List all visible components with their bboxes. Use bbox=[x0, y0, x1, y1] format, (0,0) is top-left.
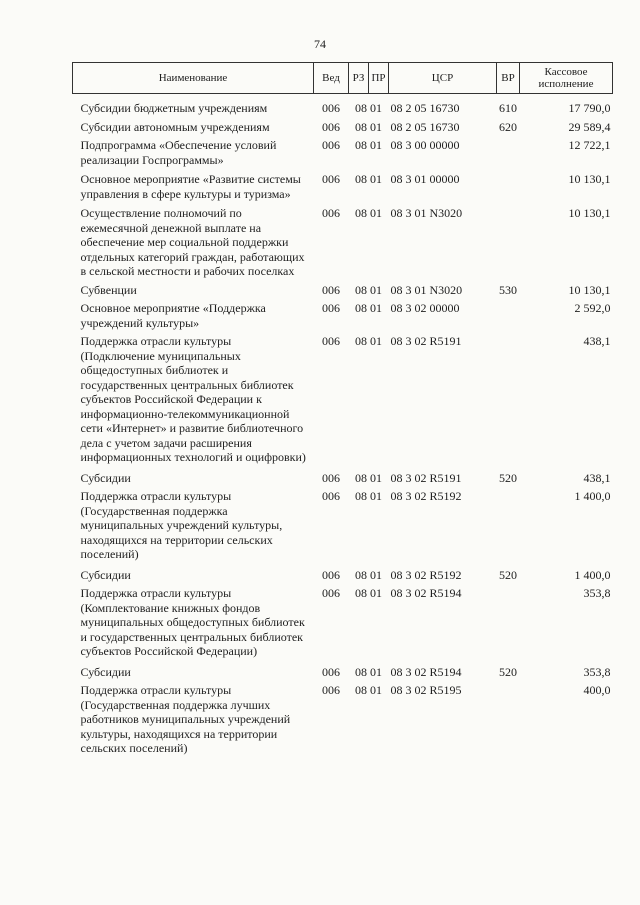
row-amount: 17 790,0 bbox=[568, 101, 611, 115]
page-number: 74 bbox=[314, 37, 326, 51]
row-rz-pr: 08 01 bbox=[355, 586, 382, 600]
row-name: Субвенции bbox=[80, 282, 137, 297]
row-csr: 08 2 05 16730 bbox=[390, 101, 460, 115]
row-ved: 006 bbox=[322, 586, 340, 600]
table-row bbox=[73, 134, 613, 167]
row-csr: 08 3 02 R5194 bbox=[390, 664, 462, 679]
table-row bbox=[73, 679, 613, 756]
row-csr: 08 3 02 R5192 bbox=[390, 567, 462, 582]
row-vr: 520 bbox=[499, 664, 517, 679]
row-ved: 006 bbox=[322, 470, 340, 485]
row-vr bbox=[497, 167, 520, 201]
row-vr: 610 bbox=[499, 101, 517, 115]
row-rz-pr: 08 01 bbox=[355, 470, 382, 485]
table-row bbox=[73, 465, 613, 486]
row-amount: 2 592,0 bbox=[574, 301, 611, 315]
table-row bbox=[73, 582, 613, 659]
row-amount: 10 130,1 bbox=[568, 172, 611, 186]
table-row bbox=[73, 279, 613, 298]
row-csr: 08 3 02 R5195 bbox=[390, 683, 462, 697]
header-rz: РЗ bbox=[349, 63, 369, 94]
row-csr: 08 3 01 N3020 bbox=[390, 282, 463, 297]
row-ved: 006 bbox=[322, 282, 340, 297]
table-row bbox=[73, 659, 613, 680]
header-pr: ПР bbox=[369, 63, 389, 94]
row-vr bbox=[497, 679, 520, 756]
row-amount: 1 400,0 bbox=[574, 489, 611, 503]
table-row bbox=[73, 562, 613, 583]
row-vr bbox=[497, 201, 520, 279]
table-body bbox=[73, 94, 613, 756]
row-ved: 006 bbox=[322, 101, 340, 115]
row-rz-pr: 08 01 bbox=[355, 301, 382, 315]
row-vr: 520 bbox=[499, 567, 517, 582]
row-ved: 006 bbox=[322, 664, 340, 679]
row-ved: 006 bbox=[322, 334, 340, 348]
row-ved: 006 bbox=[322, 567, 340, 582]
row-amount: 12 722,1 bbox=[568, 138, 611, 152]
row-vr: 520 bbox=[499, 470, 517, 485]
table-row bbox=[73, 297, 613, 330]
table-row bbox=[73, 116, 613, 135]
row-amount: 438,1 bbox=[583, 334, 611, 348]
table-row bbox=[73, 167, 613, 201]
row-name: Субсидии автономным учреждениям bbox=[80, 119, 270, 134]
row-rz-pr: 08 01 bbox=[355, 489, 382, 503]
row-csr: 08 2 05 16730 bbox=[390, 119, 460, 134]
row-csr: 08 3 01 N3020 bbox=[390, 206, 463, 220]
row-amount: 353,8 bbox=[583, 586, 611, 600]
row-name: Субсидии bbox=[80, 470, 131, 485]
row-ved: 006 bbox=[322, 489, 340, 503]
row-rz-pr: 08 01 bbox=[355, 683, 382, 697]
row-vr bbox=[497, 134, 520, 167]
row-rz-pr: 08 01 bbox=[355, 101, 382, 115]
header-amount-line2: исполнение bbox=[538, 78, 594, 90]
row-name: Субсидии бюджетным учреждениям bbox=[80, 101, 268, 115]
row-amount: 10 130,1 bbox=[568, 206, 611, 220]
row-rz-pr: 08 01 bbox=[355, 664, 382, 679]
row-ved: 006 bbox=[322, 138, 340, 152]
row-name: Осуществление полномочий по ежемесячной денежной выплате на обеспечение мер социальной поддержки отдельных категорий граждан, работающих в сельской местности и рабочих поселках bbox=[80, 206, 305, 278]
header-vr: ВР bbox=[497, 63, 520, 94]
row-vr bbox=[497, 485, 520, 562]
table-row bbox=[73, 485, 613, 562]
header-amount-line1: Кассовое bbox=[544, 66, 588, 78]
row-rz-pr: 08 01 bbox=[355, 334, 382, 348]
row-csr: 08 3 02 R5194 bbox=[390, 586, 462, 600]
header-name: Наименование bbox=[73, 63, 314, 94]
row-name: Субсидии bbox=[80, 664, 131, 679]
row-rz-pr: 08 01 bbox=[355, 282, 382, 297]
row-name: Основное мероприятие «Развитие системы управления в сфере культуры и туризма» bbox=[80, 172, 301, 201]
row-rz-pr: 08 01 bbox=[355, 172, 382, 186]
row-ved: 006 bbox=[322, 172, 340, 186]
row-amount: 438,1 bbox=[583, 470, 611, 485]
row-csr: 08 3 02 R5191 bbox=[390, 470, 462, 485]
row-amount: 400,0 bbox=[583, 683, 611, 697]
row-name: Основное мероприятие «Поддержка учреждений культуры» bbox=[80, 301, 266, 330]
row-name: Подпрограмма «Обеспечение условий реализации Госпрограммы» bbox=[80, 138, 277, 167]
row-amount: 353,8 bbox=[583, 664, 611, 679]
table-header-row bbox=[73, 63, 613, 94]
row-ved: 006 bbox=[322, 119, 340, 134]
row-ved: 006 bbox=[322, 206, 340, 220]
row-amount: 10 130,1 bbox=[568, 282, 611, 297]
row-rz-pr: 08 01 bbox=[355, 119, 382, 134]
row-vr bbox=[497, 330, 520, 465]
table-row bbox=[73, 201, 613, 279]
row-csr: 08 3 02 R5191 bbox=[390, 334, 462, 348]
row-vr bbox=[497, 582, 520, 659]
row-rz-pr: 08 01 bbox=[355, 206, 382, 220]
row-csr: 08 3 01 00000 bbox=[390, 172, 460, 186]
row-name: Поддержка отрасли культуры (Подключение муниципальных общедоступных библиотек и государственных центральных библиотек субъектов Российской Федерации к информационно-телекоммуникационной сети «Интернет» и развитие библиотечного дела с учетом задачи расширения информационных технологий и оцифровки) bbox=[80, 334, 306, 464]
row-name: Поддержка отрасли культуры (Комплектование книжных фондов муниципальных общедоступных библиотек и государственных центральных библиотек субъектов Российской Федерации) bbox=[80, 586, 305, 658]
row-ved: 006 bbox=[322, 683, 340, 697]
row-name: Поддержка отрасли культуры (Государственная поддержка муниципальных учреждений культуры, находящихся на территории сельских поселений) bbox=[80, 489, 283, 561]
row-name: Поддержка отрасли культуры (Государственная поддержка лучших работников муниципальных учреждений культуры, находящихся на территории сельских поселений) bbox=[80, 683, 291, 755]
table-row bbox=[73, 330, 613, 465]
budget-table bbox=[72, 62, 613, 756]
row-name: Субсидии bbox=[80, 567, 131, 582]
row-amount: 29 589,4 bbox=[568, 119, 611, 134]
row-amount: 1 400,0 bbox=[574, 567, 611, 582]
row-vr: 530 bbox=[499, 282, 517, 297]
header-amount bbox=[520, 63, 613, 94]
row-csr: 08 3 02 R5192 bbox=[390, 489, 462, 503]
row-csr: 08 3 02 00000 bbox=[390, 301, 460, 315]
row-rz-pr: 08 01 bbox=[355, 567, 382, 582]
row-ved: 006 bbox=[322, 301, 340, 315]
row-vr bbox=[497, 297, 520, 330]
header-csr: ЦСР bbox=[389, 63, 497, 94]
row-rz-pr: 08 01 bbox=[355, 138, 382, 152]
row-csr: 08 3 00 00000 bbox=[390, 138, 460, 152]
row-vr: 620 bbox=[499, 119, 517, 134]
table-row bbox=[73, 94, 613, 116]
header-ved: Вед bbox=[314, 63, 349, 94]
